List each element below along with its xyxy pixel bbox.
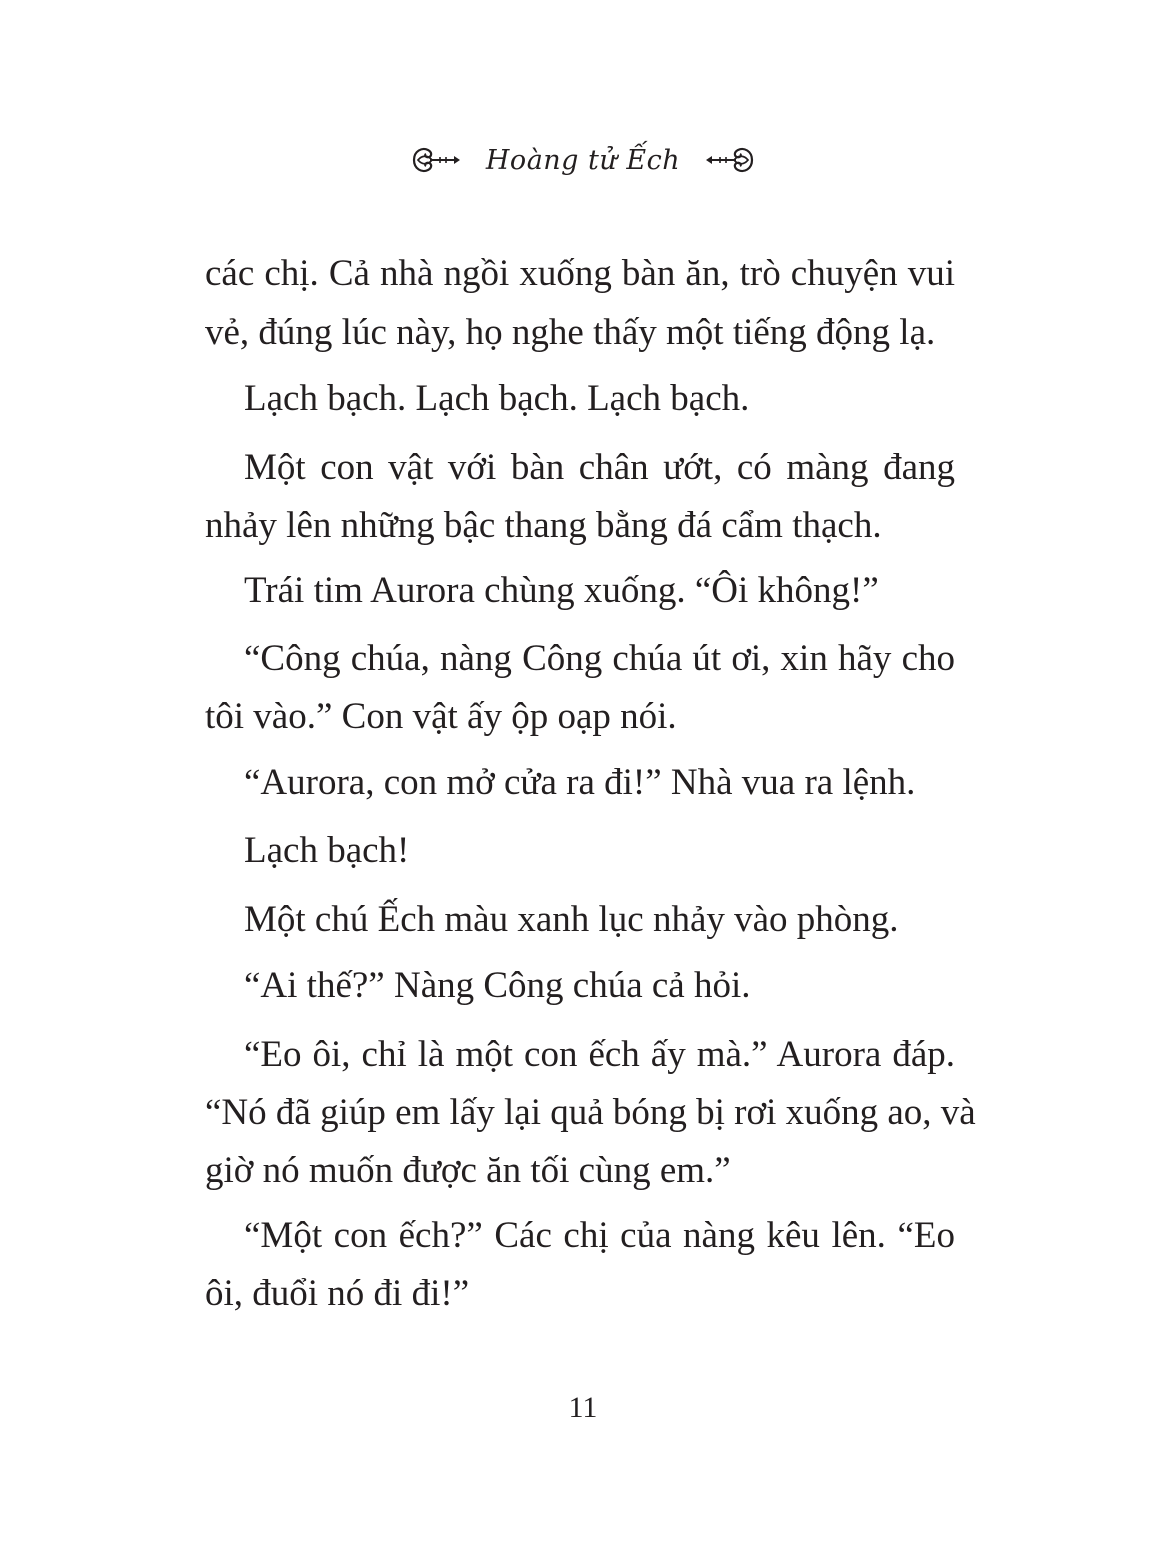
text-line: giờ nó muốn được ăn tối cùng em.” [205,1150,731,1191]
page-number: 11 [568,1391,598,1424]
text-line: ôi, đuổi nó đi đi!” [205,1273,470,1314]
text-line: “Nó đã giúp em lấy lại quả bóng bị rơi xuống ao, và [205,1092,976,1133]
fleuron-right-icon [702,143,756,177]
text-line: “Công chúa, nàng Công chúa út ơi, xin hãy cho [244,638,955,679]
text-line: Lạch bạch! [244,830,410,871]
text-line: Một con vật với bàn chân ướt, có màng đang [244,447,955,488]
running-title: Hoàng tử Ếch [485,144,681,176]
text-line: Trái tim Aurora chùng xuống. “Ôi không!” [244,570,879,611]
text-line: nhảy lên những bậc thang bằng đá cẩm thạch. [205,505,882,546]
text-line: “Ai thế?” Nàng Công chúa cả hỏi. [244,965,751,1006]
text-line: “Eo ôi, chỉ là một con ếch ấy mà.” Aurora đáp. [244,1034,955,1075]
text-line: vẻ, đúng lúc này, họ nghe thấy một tiếng động lạ. [205,312,936,353]
text-line: các chị. Cả nhà ngồi xuống bàn ăn, trò chuyện vui [205,253,955,294]
text-line: “Aurora, con mở cửa ra đi!” Nhà vua ra lệnh. [244,762,916,803]
text-line: Một chú Ếch màu xanh lục nhảy vào phòng. [244,899,899,940]
text-line: “Một con ếch?” Các chị của nàng kêu lên. “Eo [244,1215,955,1256]
running-header [0,138,1166,182]
text-line: tôi vào.” Con vật ấy ộp oạp nói. [205,696,677,737]
text-line: Lạch bạch. Lạch bạch. Lạch bạch. [244,378,750,419]
fleuron-left-icon [410,143,464,177]
